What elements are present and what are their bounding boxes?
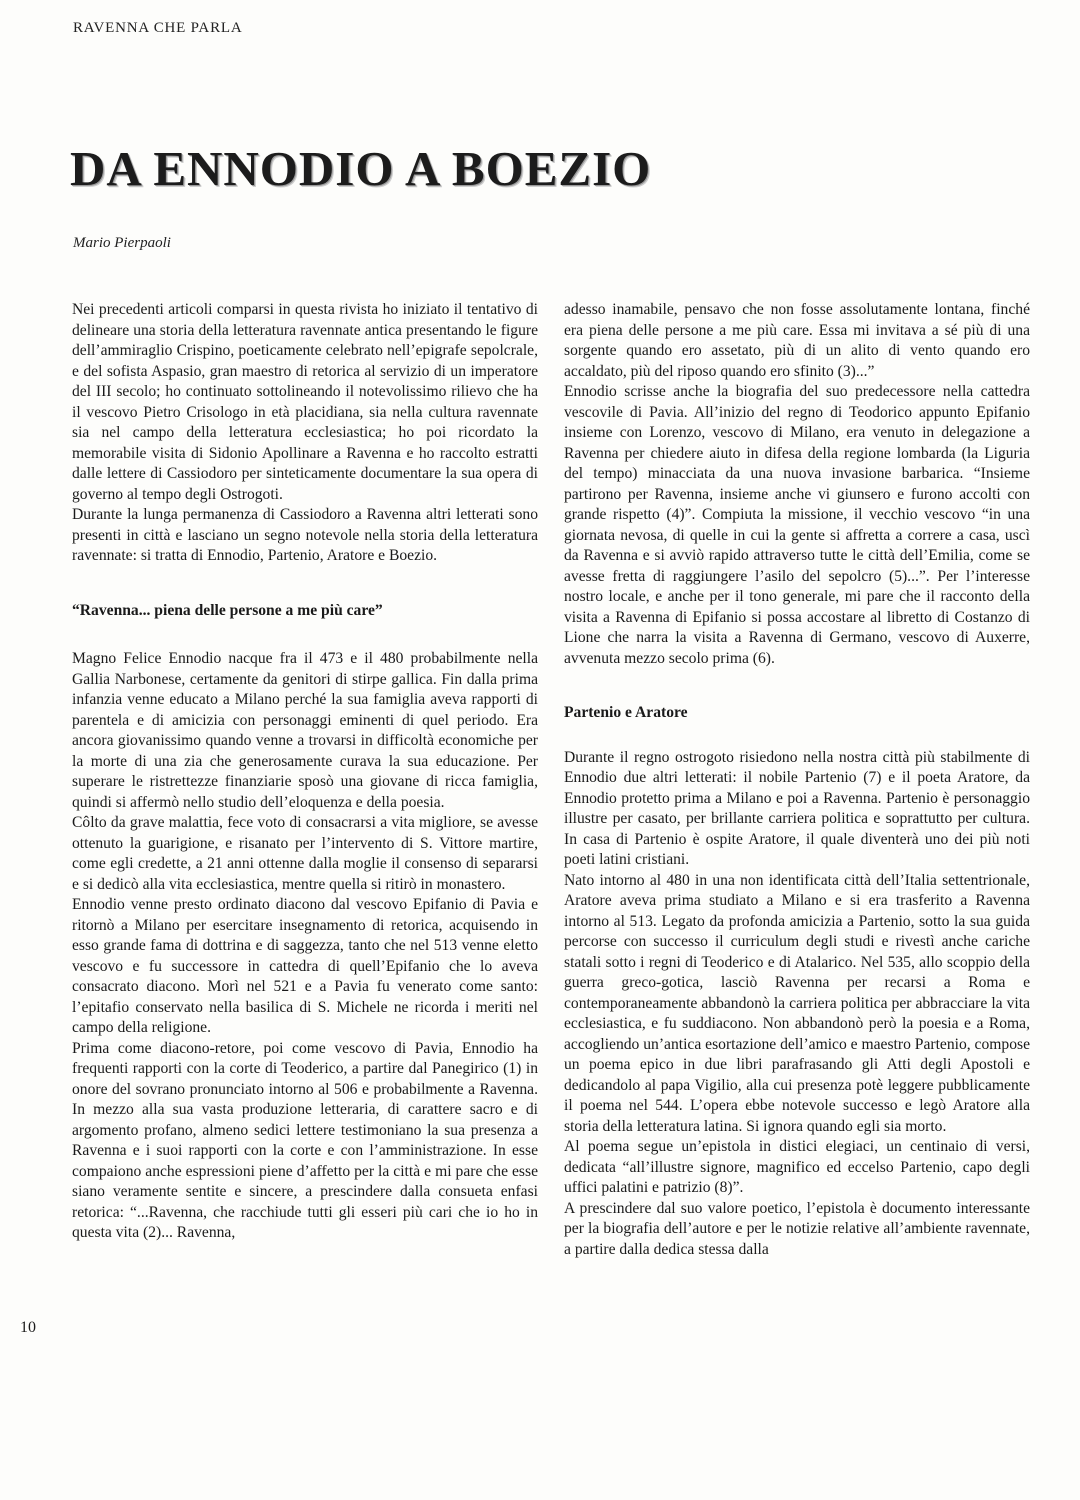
paragraph: Prima come diacono-retore, poi come vescovo di Pavia, Ennodio ha frequenti rapporti con la corte di Teoderico, a partire dal Panegirico (1) in onore del sovrano pronunciato intorno al 506 e probabilmente a Ravenna. In mezzo alla sua vasta produzione letteraria, di carattere sacro e di argomento profano, almeno sedici lettere testimoniano la sua presenza a Ravenna e i suoi rapporti con la corte e con l’amministrazione. In esse compaiono anche espressioni piene d’affetto per la città e mi pare che esse siano veramente sentite e sincere, a prescindere dalla consueta enfasi retorica: “...Ravenna, che racchiude tutti gli esseri più cari che io ho in questa vita (2)... Ravenna,: [72, 1039, 538, 1241]
paragraph: Côlto da grave malattia, fece voto di consacrarsi a vita migliore, se avesse ottenuto la guarigione, e risanato per l’intervento di S. Vittore martire, come egli credette, a 21 anni ottenne dalla moglie il consenso di separarsi e si dedicò alla vita ecclesiastica, mentre quella si ritirò in monastero.: [72, 814, 538, 893]
author-name: Mario Pierpaoli: [73, 235, 171, 251]
article-title: DA ENNODIO A BOEZIO: [70, 141, 652, 196]
section-heading: “Ravenna... piena delle persone a me più care”: [72, 601, 383, 619]
paragraph: Al poema segue un’epistola in distici elegiaci, un centinaio di versi, dedicata “all’illustre signore, magnifico ed eccelso Partenio, capo degli uffici palatini e patrizio (8)”.: [564, 1138, 1030, 1196]
right-column: [564, 300, 1030, 1260]
paragraph: Nato intorno al 480 in una non identificata città dell’Italia settentrionale, Aratore aveva prima studiato a Milano e si era trasferito a Ravenna intorno al 513. Legato da profonda amicizia a Partenio, sotto la sua guida percorse con successo il curriculum degli studi e rivestì anche cariche statali sotto i regni di Teoderico e di Atalarico. Nel 535, allo scoppio della guerra greco-gotica, lasciò Ravenna per recarsi a Roma e contemporaneamente abbandonò la carriera politica per abbracciare la vita ecclesiastica, e fu suddiacono. Non abbandonò però la poesia e a Roma, accogliendo un’antica esortazione dell’amico e maestro Partenio, compose un poema epico in due libri parafrasando gli Atti degli Apostoli e dedicandolo al papa Vigilio, alla cui presenza potè leggere pubblicamente il poema nel 544. L’opera ebbe notevole successo e legò Aratore alla storia della letteratura latina. Si ignora quando egli sia morto.: [564, 871, 1030, 1135]
paragraph: Magno Felice Ennodio nacque fra il 473 e il 480 probabilmente nella Gallia Narbonese, certamente da genitori di stirpe gallica. Fin dalla prima infanzia venne educato a Milano perché la sua famiglia aveva rapporti di parentela e di amicizia con personaggi eminenti di quel periodo. Era ancora giovanissimo quando venne a trovarsi in difficoltà economiche per la morte di una zia che generosamente curava la sua educazione. Per superare le ristrettezze finanziarie sposò una giovane di ricca famiglia, quindi si affermò nello studio dell’eloquenza e della poesia.: [72, 650, 538, 811]
paragraph: Nei precedenti articoli comparsi in questa rivista ho iniziato il tentativo di delineare una storia della letteratura ravennate antica presentando le figure dell’ammiraglio Crispino, poeticamente celebrato nell’epigrafe sepolcrale, e del sofista Aspasio, gran maestro di retorica al servizio di un imperatore del III secolo; ho continuato sottolineando il notevolissimo rilievo che ha il vescovo Pietro Crisologo in età placidiana, sia nella cultura ravennate sia nel campo della letteratura ecclesiastica; ho poi ricordato la memorabile visita di Sidonio Apollinare a Ravenna e ho raccolto estratti dalle lettere di Cassiodoro per sinteticamente documentare la sua opera di governo al tempo degli Ostrogoti.: [72, 301, 538, 503]
paragraph: adesso inamabile, pensavo che non fosse assolutamente lontana, finché era piena delle persone a me più care. Essa mi invitava a sé più di una sorgente quando ero assetato, più di un alito di vento quando ero accaldato, più del riposo quando ero sfinito (3)...”: [564, 301, 1030, 380]
left-column: [72, 300, 538, 1244]
paragraph: Durante il regno ostrogoto risiedono nella nostra città più stabilmente di Ennodio due altri letterati: il nobile Partenio (7) e il poeta Aratore, da Ennodio protetto prima a Milano e poi a Ravenna. Partenio è personaggio illustre per casato, per brillante carriera politica e soprattutto per cultura. In casa di Partenio è ospite Aratore, il quale diventerà uno dei più noti poeti latini cristiani.: [564, 748, 1030, 868]
running-head: RAVENNA CHE PARLA: [73, 20, 243, 36]
paragraph: Ennodio venne presto ordinato diacono dal vescovo Epifanio di Pavia e ritornò a Milano per esercitare insegnamento di retorica, acquisendo in esso grande fama di dottrina e di saggezza, tanto che nel 513 venne eletto vescovo e fu successore in cattedra di quell’Epifanio che lo aveva consacrato diacono. Morì nel 521 e a Pavia fu venerato come santo: l’epitafio conservato nella basilica di S. Michele ne ricorda i meriti nel campo della religione.: [72, 896, 538, 1036]
paragraph: Ennodio scrisse anche la biografia del suo predecessore nella cattedra vescovile di Pavia. All’inizio del regno di Teodorico appunto Epifanio insieme con Lorenzo, vescovo di Milano, era venuto in delegazione a Ravenna per chiedere aiuto in difesa della regione lombarda (la Liguria del tempo) minacciata da una nuova invasione barbarica. “Insieme partirono per Ravenna, insieme anche vi giunsero e furono accolti con grande rispetto (4)”. Compiuta la missione, il vecchio vescovo “in una giornata nevosa, di quelle in cui la gente si affretta a correre a casa, uscì da Ravenna e si avviò rapido attraverso tutte le città dell’Emilia, come se avesse fretta di raggiungere l’asilo del sepolcro (5)...”. Per l’interesse nostro locale, e anche per il tono generale, mi pare che il racconto della visita a Ravenna di Epifanio si possa accostare al libretto di Costanzo di Lione che narra la visita a Ravenna di Germano, vescovo di Auxerre, avvenuta mezzo secolo prima (6).: [564, 383, 1030, 667]
paragraph: A prescindere dal suo valore poetico, l’epistola è documento interessante per la biografia dell’autore e per le notizie relative all’ambiente ravennate, a partire dalla dedica stessa dalla: [564, 1199, 1030, 1258]
paragraph: Durante la lunga permanenza di Cassiodoro a Ravenna altri letterati sono presenti in città e lasciano un segno notevole nella storia della letteratura ravennate: si tratta di Ennodio, Partenio, Aratore e Boezio.: [72, 506, 538, 564]
page-number: 10: [20, 1319, 36, 1336]
section-heading: Partenio e Aratore: [564, 704, 688, 721]
